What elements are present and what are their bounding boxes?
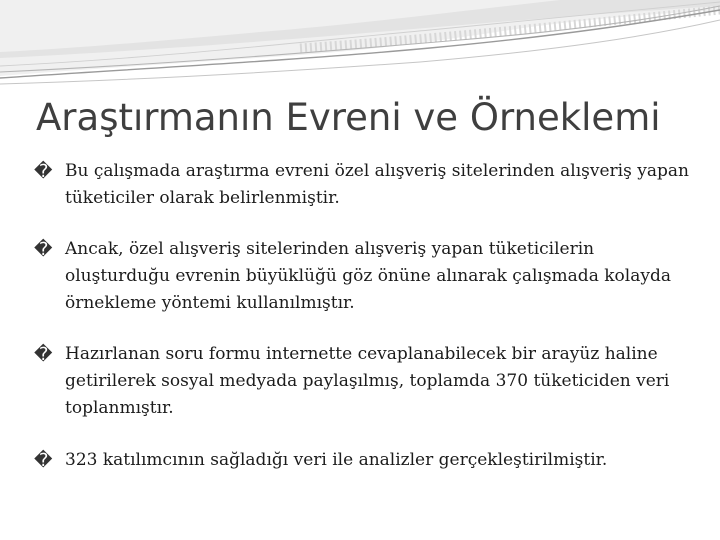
bullet-text: Hazırlanan soru formu internette cevaplanabilecek bir arayüz haline getirilerek sosyal medyada paylaşılmış, toplamda 370 tüketiciden veri toplanmıştır. [65,344,670,418]
bullet-list [34,158,694,498]
bullet-item [34,341,694,422]
bullet-item [34,158,694,212]
bullet-marker-icon: � [34,450,53,471]
slide-title: Araştırmanın Evreni ve Örneklemi [36,96,661,139]
bullet-text: Ancak, özel alışveriş sitelerinden alışveriş yapan tüketicilerin oluşturduğu evrenin büyüklüğü göz önüne alınarak çalışmada kolayda örnekleme yöntemi kullanılmıştır. [65,239,671,313]
bullet-text: Bu çalışmada araştırma evreni özel alışveriş sitelerinden alışveriş yapan tüketiciler olarak belirlenmiştir. [65,161,689,208]
bullet-text: 323 katılımcının sağladığı veri ile analizler gerçekleştirilmiştir. [65,450,608,470]
header-wave-decoration [0,0,720,90]
bullet-item [34,447,694,474]
bullet-marker-icon: � [34,344,53,365]
bullet-marker-icon: � [34,239,53,260]
bullet-marker-icon: � [34,161,53,182]
bullet-item [34,236,694,317]
